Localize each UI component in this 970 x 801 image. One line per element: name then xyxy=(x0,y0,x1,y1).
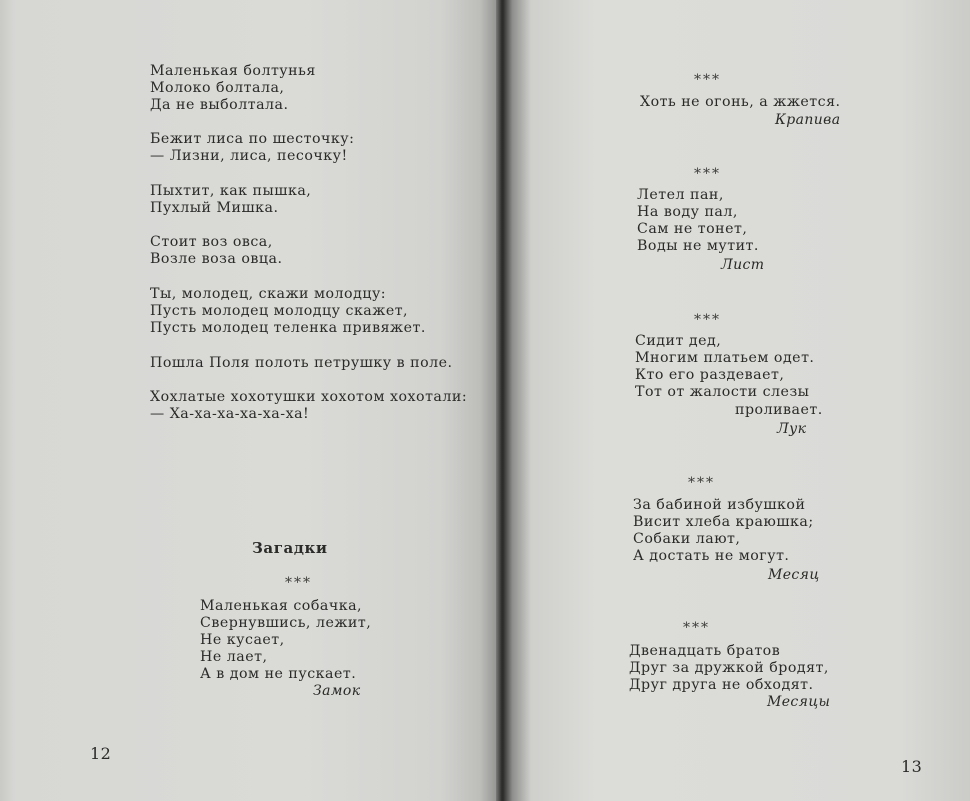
riddle-separator: *** xyxy=(694,312,721,328)
riddle-line: Не кусает, xyxy=(200,632,285,648)
right-page xyxy=(503,0,970,801)
riddle-line: проливает. xyxy=(735,402,823,418)
riddle-block xyxy=(637,187,759,255)
riddle-separator: *** xyxy=(285,575,312,591)
riddle-separator: *** xyxy=(694,72,721,88)
verse-line: Пусть молодец молодцу скажет, xyxy=(150,303,409,319)
riddle-block-continuation xyxy=(735,402,823,419)
riddle-line: Собаки лают, xyxy=(633,531,741,547)
verse-line: Возле воза овца. xyxy=(150,251,283,267)
riddle-line: Тот от жалости слезы xyxy=(635,384,810,400)
riddle-separator: *** xyxy=(694,166,721,182)
riddle-separator: *** xyxy=(688,475,715,491)
riddle-line: Висит хлеба краюшка; xyxy=(633,514,814,530)
riddle-line: Многим платьем одет. xyxy=(635,350,815,366)
section-title: Загадки xyxy=(252,539,328,557)
riddle-line: Друг за дружкой бродят, xyxy=(629,660,829,676)
riddle-line: Сидит дед, xyxy=(635,333,722,349)
riddle-line: Хоть не огонь, а жжется. xyxy=(640,94,841,110)
verse-line: Ты, молодец, скажи молодцу: xyxy=(150,286,387,302)
verse-line: Пыхтит, как пышка, xyxy=(150,183,312,199)
verse-line: Бежит лиса по шесточку: xyxy=(150,131,355,147)
riddle-block xyxy=(629,643,829,694)
riddle-answer: Замок xyxy=(313,683,361,699)
riddle-line: На воду пал, xyxy=(637,204,738,220)
riddle-line: Двенадцать братов xyxy=(629,643,781,659)
riddle-separator: *** xyxy=(683,620,710,636)
riddle-block xyxy=(200,598,371,683)
riddle-line: А в дом не пускает. xyxy=(200,666,357,682)
riddle-line: Кто его раздевает, xyxy=(635,367,785,383)
riddle-block xyxy=(640,94,841,111)
riddle-answer: Месяцы xyxy=(767,694,831,710)
verse-line: Маленькая болтунья xyxy=(150,63,316,79)
verse-block xyxy=(150,183,311,217)
verse-line: Стоит воз овса, xyxy=(150,234,273,250)
riddle-answer: Лист xyxy=(721,257,765,273)
verse-line: — Лизни, лиса, песочку! xyxy=(150,148,348,164)
verse-line: Пухлый Мишка. xyxy=(150,200,279,216)
riddle-answer: Месяц xyxy=(768,567,820,583)
verse-line: Пусть молодец теленка привяжет. xyxy=(150,320,426,336)
riddle-answer: Крапива xyxy=(775,112,841,128)
verse-line: Хохлатые хохотушки хохотом хохотали: xyxy=(150,389,468,405)
riddle-block xyxy=(635,333,814,401)
riddle-answer: Лук xyxy=(777,421,807,437)
verse-line: Да не выболтала. xyxy=(150,97,289,113)
riddle-line: Воды не мутит. xyxy=(637,238,759,254)
riddle-line: Маленькая собачка, xyxy=(200,598,363,614)
riddle-line: За бабиной избушкой xyxy=(633,497,806,513)
verse-block xyxy=(150,355,453,372)
verse-block xyxy=(150,63,316,114)
riddle-block xyxy=(633,497,814,565)
riddle-line: Свернувшись, лежит, xyxy=(200,615,372,631)
riddle-line: Сам не тонет, xyxy=(637,221,748,237)
verse-block xyxy=(150,286,426,337)
riddle-line: А достать не могут. xyxy=(633,548,790,564)
verse-block xyxy=(150,389,467,423)
verse-block xyxy=(150,234,282,268)
riddle-line: Друг друга не обходят. xyxy=(629,677,814,693)
verse-line: Молоко болтала, xyxy=(150,80,285,96)
page-number: 13 xyxy=(901,757,923,776)
riddle-line: Не лает, xyxy=(200,649,268,665)
verse-line: Пошла Поля полоть петрушку в поле. xyxy=(150,355,453,371)
riddle-line: Летел пан, xyxy=(637,187,724,203)
verse-line: — Ха-ха-ха-ха-ха-ха! xyxy=(150,406,310,422)
verse-block xyxy=(150,131,354,165)
page-number: 12 xyxy=(90,744,112,763)
